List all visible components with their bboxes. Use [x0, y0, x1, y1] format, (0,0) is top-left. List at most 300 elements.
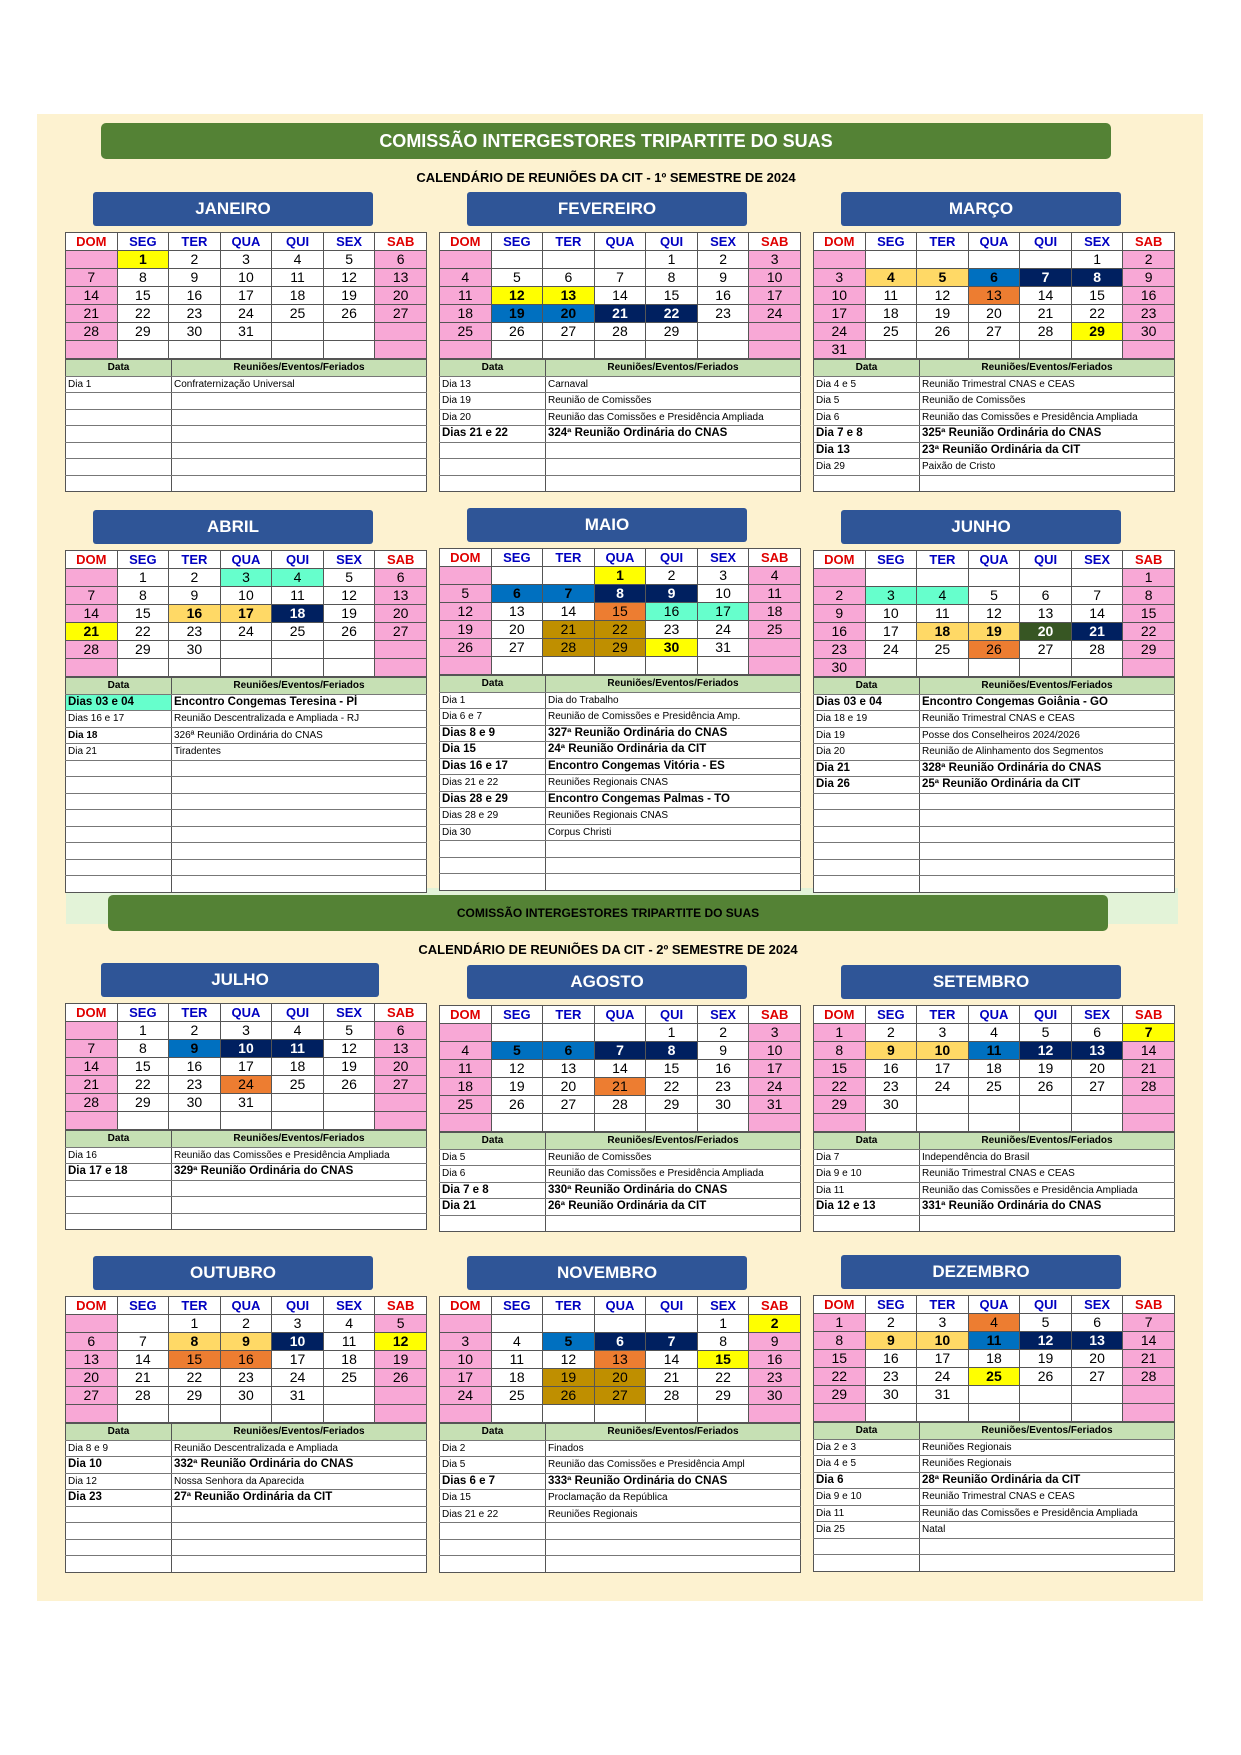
- event-date: [440, 475, 546, 492]
- day-cell: [491, 341, 543, 359]
- day-cell: [375, 1405, 427, 1423]
- day-cell: [917, 1114, 969, 1132]
- day-cell: 14: [646, 1351, 698, 1369]
- day-cell: [543, 567, 595, 585]
- day-cell: 7: [1071, 587, 1123, 605]
- day-cell: 21: [1020, 305, 1072, 323]
- month-calendar-grid: [813, 550, 1175, 677]
- event-date: Dia 19: [814, 727, 920, 744]
- day-cell: 2: [749, 1315, 801, 1333]
- day-cell: 19: [968, 623, 1020, 641]
- month-novembro: [439, 1256, 801, 1573]
- day-cell: 31: [220, 1094, 272, 1112]
- day-cell: 1: [117, 1022, 169, 1040]
- event-date: Dia 30: [440, 824, 546, 841]
- day-cell: 15: [1123, 605, 1175, 623]
- event-date: [814, 810, 920, 827]
- event-description: Encontro Congemas Teresina - PÍ: [172, 694, 427, 711]
- day-cell: 25: [491, 1387, 543, 1405]
- event-description: Dia do Trabalho: [546, 692, 801, 709]
- weekday-header: TER: [543, 549, 595, 567]
- day-cell: 11: [865, 287, 917, 305]
- event-description: [546, 1523, 801, 1540]
- day-cell: 24: [220, 1076, 272, 1094]
- weekday-header: SEG: [865, 233, 917, 251]
- events-date-header: Data: [440, 1133, 546, 1150]
- day-cell: 9: [169, 587, 221, 605]
- day-cell: 19: [543, 1369, 595, 1387]
- day-cell: 5: [323, 251, 375, 269]
- event-description: [172, 777, 427, 794]
- event-date: [440, 459, 546, 476]
- event-description: Reunião Trimestral CNAS e CEAS: [920, 711, 1175, 728]
- month-julho: [65, 963, 427, 1230]
- event-description: Reuniões Regionais: [920, 1456, 1175, 1473]
- day-cell: 26: [968, 641, 1020, 659]
- event-date: [66, 760, 172, 777]
- day-cell: [1020, 569, 1072, 587]
- events-label-header: Reuniões/Eventos/Feriados: [546, 360, 801, 377]
- event-description: Reuniões Regionais CNAS: [546, 808, 801, 825]
- day-cell: 1: [814, 1314, 866, 1332]
- day-cell: [375, 659, 427, 677]
- day-cell: 24: [220, 305, 272, 323]
- day-cell: 27: [1071, 1078, 1123, 1096]
- day-cell: 12: [968, 605, 1020, 623]
- day-cell: [594, 341, 646, 359]
- day-cell: 11: [272, 269, 324, 287]
- day-cell: 29: [1123, 641, 1175, 659]
- event-date: Dia 15: [440, 742, 546, 759]
- day-cell: 15: [814, 1350, 866, 1368]
- day-cell: 4: [491, 1333, 543, 1351]
- day-cell: 29: [1071, 323, 1123, 341]
- weekday-header: QUA: [594, 1297, 646, 1315]
- event-date: [66, 810, 172, 827]
- event-description: Reunião de Comissões e Presidência Amp.: [546, 709, 801, 726]
- day-cell: 13: [375, 269, 427, 287]
- day-cell: 13: [968, 287, 1020, 305]
- day-cell: 4: [968, 1314, 1020, 1332]
- day-cell: 25: [440, 323, 492, 341]
- day-cell: 9: [865, 1332, 917, 1350]
- day-cell: [66, 251, 118, 269]
- weekday-header: QUI: [1020, 1006, 1072, 1024]
- day-cell: [697, 1114, 749, 1132]
- event-date: [66, 1213, 172, 1230]
- day-cell: 27: [543, 1096, 595, 1114]
- day-cell: 7: [117, 1333, 169, 1351]
- day-cell: [169, 341, 221, 359]
- day-cell: 29: [594, 639, 646, 657]
- event-description: [546, 1539, 801, 1556]
- event-description: Reunião das Comissões e Presidência Ampl: [546, 1457, 801, 1474]
- day-cell: 5: [491, 1042, 543, 1060]
- events-label-header: Reuniões/Eventos/Feriados: [172, 360, 427, 377]
- day-cell: [272, 641, 324, 659]
- weekday-header: SAB: [749, 1006, 801, 1024]
- day-cell: 25: [272, 1076, 324, 1094]
- event-date: Dia 6: [440, 1166, 546, 1183]
- event-date: Dia 8 e 9: [66, 1440, 172, 1457]
- event-description: Reunião Descentralizada e Ampliada - RJ: [172, 711, 427, 728]
- day-cell: 2: [169, 1022, 221, 1040]
- day-cell: 31: [814, 341, 866, 359]
- day-cell: [1123, 1404, 1175, 1422]
- day-cell: 1: [814, 1024, 866, 1042]
- day-cell: 27: [375, 623, 427, 641]
- day-cell: 29: [697, 1387, 749, 1405]
- day-cell: 31: [220, 323, 272, 341]
- event-description: Encontro Congemas Palmas - TO: [546, 791, 801, 808]
- event-date: [440, 1556, 546, 1573]
- events-label-header: Reuniões/Eventos/Feriados: [172, 678, 427, 695]
- day-cell: [117, 1315, 169, 1333]
- day-cell: [117, 1112, 169, 1130]
- day-cell: [375, 1112, 427, 1130]
- day-cell: 16: [865, 1350, 917, 1368]
- weekday-header: DOM: [814, 233, 866, 251]
- day-cell: 13: [1071, 1042, 1123, 1060]
- weekday-header: QUA: [968, 551, 1020, 569]
- day-cell: [169, 659, 221, 677]
- day-cell: 28: [66, 1094, 118, 1112]
- day-cell: [491, 657, 543, 675]
- day-cell: 25: [272, 623, 324, 641]
- event-date: Dia 7 e 8: [814, 426, 920, 443]
- day-cell: [917, 251, 969, 269]
- day-cell: [917, 341, 969, 359]
- weekday-header: QUI: [1020, 1296, 1072, 1314]
- event-description: Paixão de Cristo: [920, 459, 1175, 476]
- day-cell: [543, 1315, 595, 1333]
- event-date: [814, 1555, 920, 1572]
- day-cell: 23: [865, 1368, 917, 1386]
- day-cell: [1020, 341, 1072, 359]
- day-cell: 23: [220, 1369, 272, 1387]
- day-cell: [440, 341, 492, 359]
- event-date: Dias 21 e 22: [440, 775, 546, 792]
- event-date: Dias 16 e 17: [66, 711, 172, 728]
- event-date: Dia 9 e 10: [814, 1166, 920, 1183]
- event-description: Reunião das Comissões e Presidência Ampliada: [172, 1147, 427, 1164]
- day-cell: 27: [1020, 641, 1072, 659]
- weekday-header: SEX: [323, 551, 375, 569]
- events-date-header: Data: [66, 360, 172, 377]
- day-cell: 10: [220, 269, 272, 287]
- day-cell: 18: [440, 305, 492, 323]
- event-description: 327ª Reunião Ordinária do CNAS: [546, 725, 801, 742]
- day-cell: 4: [749, 567, 801, 585]
- day-cell: 25: [272, 305, 324, 323]
- event-date: Dia 12 e 13: [814, 1199, 920, 1216]
- month-events-table: [813, 1422, 1175, 1572]
- day-cell: 23: [169, 305, 221, 323]
- day-cell: 11: [917, 605, 969, 623]
- month-events-table: [813, 359, 1175, 492]
- day-cell: 15: [1071, 287, 1123, 305]
- day-cell: [323, 1405, 375, 1423]
- weekday-header: TER: [169, 233, 221, 251]
- day-cell: 15: [117, 1058, 169, 1076]
- event-date: Dia 10: [66, 1457, 172, 1474]
- events-label-header: Reuniões/Eventos/Feriados: [546, 1424, 801, 1441]
- day-cell: 1: [594, 567, 646, 585]
- weekday-header: DOM: [814, 551, 866, 569]
- weekday-header: SEX: [697, 1297, 749, 1315]
- day-cell: 13: [594, 1351, 646, 1369]
- event-date: Dia 5: [440, 1149, 546, 1166]
- day-cell: 3: [440, 1333, 492, 1351]
- event-date: Dia 4 e 5: [814, 1456, 920, 1473]
- events-label-header: Reuniões/Eventos/Feriados: [920, 1133, 1175, 1150]
- day-cell: 20: [1020, 623, 1072, 641]
- event-date: [66, 1197, 172, 1214]
- day-cell: [440, 1405, 492, 1423]
- day-cell: 18: [917, 623, 969, 641]
- day-cell: 22: [646, 1078, 698, 1096]
- event-date: Dia 5: [814, 393, 920, 410]
- day-cell: 12: [1020, 1332, 1072, 1350]
- weekday-header: SAB: [375, 1297, 427, 1315]
- day-cell: 16: [169, 605, 221, 623]
- day-cell: 24: [749, 305, 801, 323]
- day-cell: 5: [1020, 1024, 1072, 1042]
- day-cell: 20: [968, 305, 1020, 323]
- weekday-header: TER: [917, 1296, 969, 1314]
- event-date: [440, 1523, 546, 1540]
- day-cell: 23: [749, 1369, 801, 1387]
- day-cell: 13: [375, 1040, 427, 1058]
- day-cell: 4: [917, 587, 969, 605]
- day-cell: [646, 1405, 698, 1423]
- event-description: Reunião das Comissões e Presidência Ampliada: [546, 409, 801, 426]
- day-cell: [66, 1022, 118, 1040]
- day-cell: 30: [1123, 323, 1175, 341]
- day-cell: 8: [594, 585, 646, 603]
- event-date: Dias 03 e 04: [66, 694, 172, 711]
- day-cell: 6: [66, 1333, 118, 1351]
- event-date: [66, 409, 172, 426]
- day-cell: [220, 1405, 272, 1423]
- day-cell: [1123, 659, 1175, 677]
- day-cell: [543, 251, 595, 269]
- event-date: Dia 2 e 3: [814, 1439, 920, 1456]
- event-description: 326ª Reunião Ordinária do CNAS: [172, 727, 427, 744]
- day-cell: 26: [917, 323, 969, 341]
- event-date: Dia 6 e 7: [440, 709, 546, 726]
- day-cell: [66, 1315, 118, 1333]
- day-cell: 19: [1020, 1060, 1072, 1078]
- event-date: Dia 7 e 8: [440, 1182, 546, 1199]
- day-cell: [66, 1405, 118, 1423]
- month-title: DEZEMBRO: [841, 1255, 1121, 1289]
- day-cell: [749, 1405, 801, 1423]
- day-cell: 6: [594, 1333, 646, 1351]
- month-calendar-grid: [65, 550, 427, 677]
- day-cell: 9: [697, 269, 749, 287]
- event-description: 27ª Reunião Ordinária da CIT: [172, 1490, 427, 1507]
- day-cell: 27: [543, 323, 595, 341]
- day-cell: 30: [169, 323, 221, 341]
- day-cell: 10: [917, 1042, 969, 1060]
- month-title: OUTUBRO: [93, 1256, 373, 1290]
- day-cell: 4: [272, 251, 324, 269]
- event-description: Reuniões Regionais CNAS: [546, 775, 801, 792]
- day-cell: 22: [117, 305, 169, 323]
- weekday-header: SAB: [1123, 1006, 1175, 1024]
- weekday-header: QUA: [594, 233, 646, 251]
- month-events-table: [65, 1130, 427, 1230]
- day-cell: [968, 1404, 1020, 1422]
- weekday-header: SEG: [865, 1296, 917, 1314]
- weekday-header: QUI: [1020, 233, 1072, 251]
- event-date: [440, 1539, 546, 1556]
- day-cell: [814, 1114, 866, 1132]
- day-cell: [1123, 341, 1175, 359]
- day-cell: [968, 569, 1020, 587]
- month-title: MARÇO: [841, 192, 1121, 226]
- day-cell: 14: [66, 1058, 118, 1076]
- day-cell: 15: [646, 287, 698, 305]
- events-label-header: Reuniões/Eventos/Feriados: [920, 360, 1175, 377]
- month-agosto: [439, 965, 801, 1232]
- day-cell: 7: [1020, 269, 1072, 287]
- day-cell: 5: [491, 269, 543, 287]
- day-cell: 23: [865, 1078, 917, 1096]
- day-cell: 12: [491, 287, 543, 305]
- day-cell: 15: [117, 287, 169, 305]
- event-description: [920, 1538, 1175, 1555]
- event-date: Dia 4 e 5: [814, 376, 920, 393]
- day-cell: 24: [749, 1078, 801, 1096]
- day-cell: [1071, 1386, 1123, 1404]
- day-cell: 21: [594, 1078, 646, 1096]
- day-cell: 10: [272, 1333, 324, 1351]
- event-description: Reunião de Alinhamento dos Segmentos: [920, 744, 1175, 761]
- events-label-header: Reuniões/Eventos/Feriados: [920, 678, 1175, 695]
- day-cell: 22: [594, 621, 646, 639]
- day-cell: 19: [323, 287, 375, 305]
- day-cell: 21: [1123, 1350, 1175, 1368]
- day-cell: 1: [1071, 251, 1123, 269]
- day-cell: [323, 1112, 375, 1130]
- day-cell: 14: [117, 1351, 169, 1369]
- day-cell: [272, 323, 324, 341]
- day-cell: [323, 1387, 375, 1405]
- event-date: [440, 841, 546, 858]
- weekday-header: SEG: [491, 233, 543, 251]
- day-cell: 16: [1123, 287, 1175, 305]
- weekday-header: TER: [543, 233, 595, 251]
- day-cell: 1: [117, 251, 169, 269]
- day-cell: 18: [272, 605, 324, 623]
- day-cell: [646, 1315, 698, 1333]
- day-cell: 24: [917, 1368, 969, 1386]
- day-cell: [865, 569, 917, 587]
- event-description: [546, 857, 801, 874]
- day-cell: 18: [865, 305, 917, 323]
- day-cell: 31: [272, 1387, 324, 1405]
- day-cell: 2: [1123, 251, 1175, 269]
- weekday-header: TER: [917, 551, 969, 569]
- day-cell: 2: [220, 1315, 272, 1333]
- day-cell: [968, 341, 1020, 359]
- day-cell: [440, 1315, 492, 1333]
- day-cell: 13: [543, 1060, 595, 1078]
- day-cell: 1: [697, 1315, 749, 1333]
- events-label-header: Reuniões/Eventos/Feriados: [920, 1423, 1175, 1440]
- day-cell: [594, 1315, 646, 1333]
- weekday-header: SEX: [697, 549, 749, 567]
- day-cell: 30: [646, 639, 698, 657]
- day-cell: 7: [646, 1333, 698, 1351]
- day-cell: 11: [968, 1332, 1020, 1350]
- weekday-header: QUI: [646, 1006, 698, 1024]
- day-cell: 9: [646, 585, 698, 603]
- day-cell: [440, 567, 492, 585]
- day-cell: 3: [865, 587, 917, 605]
- event-date: Dia 1: [440, 692, 546, 709]
- event-description: [546, 459, 801, 476]
- weekday-header: SEG: [491, 549, 543, 567]
- day-cell: [323, 1094, 375, 1112]
- weekday-header: QUI: [1020, 551, 1072, 569]
- day-cell: 21: [66, 1076, 118, 1094]
- day-cell: 6: [543, 269, 595, 287]
- event-date: [814, 876, 920, 893]
- event-date: Dias 28 e 29: [440, 808, 546, 825]
- day-cell: 12: [323, 1040, 375, 1058]
- day-cell: 9: [169, 1040, 221, 1058]
- day-cell: [594, 251, 646, 269]
- day-cell: 18: [272, 1058, 324, 1076]
- day-cell: [749, 341, 801, 359]
- month-title: AGOSTO: [467, 965, 747, 999]
- day-cell: 2: [865, 1024, 917, 1042]
- day-cell: [749, 1114, 801, 1132]
- day-cell: 1: [169, 1315, 221, 1333]
- day-cell: 28: [66, 641, 118, 659]
- event-description: [172, 1556, 427, 1573]
- weekday-header: SEG: [865, 551, 917, 569]
- day-cell: 27: [375, 1076, 427, 1094]
- weekday-header: DOM: [814, 1296, 866, 1314]
- events-date-header: Data: [440, 676, 546, 693]
- day-cell: 28: [543, 639, 595, 657]
- day-cell: 28: [1123, 1368, 1175, 1386]
- day-cell: [491, 1114, 543, 1132]
- event-date: [814, 1215, 920, 1232]
- event-description: [172, 1523, 427, 1540]
- day-cell: 5: [1020, 1314, 1072, 1332]
- day-cell: 6: [375, 251, 427, 269]
- day-cell: 20: [491, 621, 543, 639]
- day-cell: 27: [375, 305, 427, 323]
- day-cell: 28: [1123, 1078, 1175, 1096]
- day-cell: 23: [646, 621, 698, 639]
- day-cell: 23: [1123, 305, 1175, 323]
- day-cell: 1: [646, 1024, 698, 1042]
- day-cell: 7: [1123, 1024, 1175, 1042]
- day-cell: 24: [272, 1369, 324, 1387]
- weekday-header: SEX: [697, 233, 749, 251]
- event-date: Dia 21: [66, 744, 172, 761]
- events-label-header: Reuniões/Eventos/Feriados: [172, 1424, 427, 1441]
- event-date: Dia 7: [814, 1149, 920, 1166]
- event-date: [66, 426, 172, 443]
- day-cell: [917, 659, 969, 677]
